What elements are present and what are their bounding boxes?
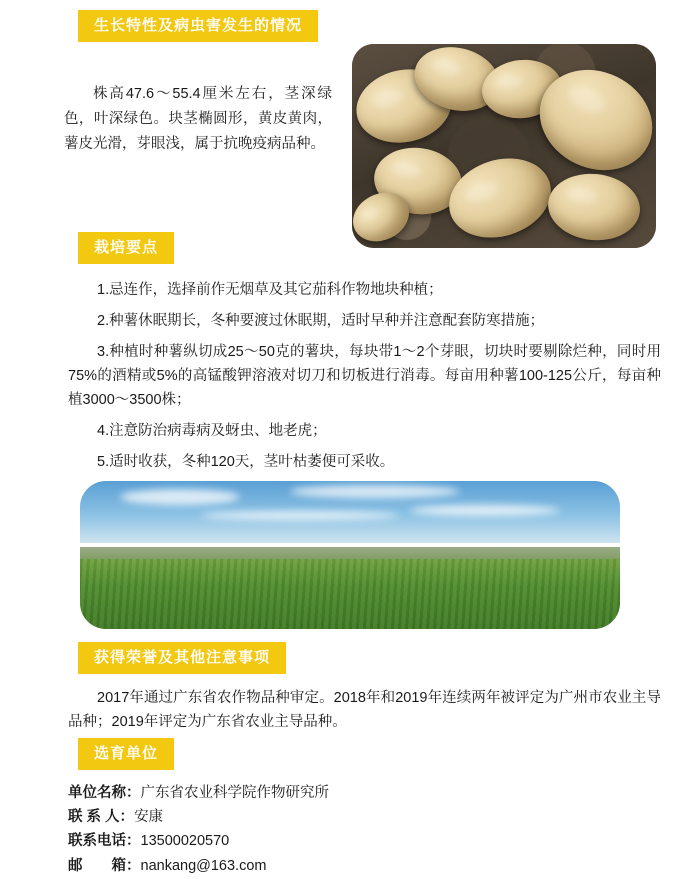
list-item: 4.注意防治病毒病及蚜虫、地老虎； (97, 422, 327, 439)
contact-value: 13500020570 (140, 833, 230, 850)
contact-row-phone (68, 830, 697, 852)
cloud (410, 505, 560, 516)
heading-wrap-growth (0, 10, 697, 42)
section-cultivation (0, 232, 697, 481)
list-item: 5.适时收获，冬种120天，茎叶枯萎便可采收。 (97, 453, 395, 470)
section-heading-breeder: 选育单位 (78, 738, 174, 770)
heading-wrap-honours (0, 642, 697, 674)
heading-wrap-breeder (0, 738, 697, 770)
section-heading-honours: 获得荣誉及其他注意事项 (78, 642, 286, 674)
contact-list (0, 782, 697, 878)
section-breeder (0, 738, 697, 879)
section-heading-growth: 生长特性及病虫害发生的情况 (78, 10, 318, 42)
contact-label: 联 系 人： (68, 808, 135, 825)
contact-label: 联系电话： (68, 833, 141, 850)
cloud (200, 511, 400, 520)
contact-value: 安康 (134, 808, 164, 825)
potato-crop-rows (80, 559, 620, 629)
section-heading-cultivation: 栽培要点 (78, 232, 174, 264)
contact-row-person (68, 806, 697, 828)
heading-wrap-cultivation (0, 232, 697, 264)
list-item: 1.忌连作，选择前作无烟草及其它茄科作物地块种植； (97, 281, 443, 298)
section-growth (0, 10, 697, 152)
contact-label: 单位名称： (68, 784, 141, 801)
cloud (290, 485, 460, 498)
list-item: 3.种植时种薯纵切成25～50克的薯块，每块带1～2个芽眼，切块时要剔除烂种，同时用75%的酒精或5%的高锰酸钾溶液对切刀和切板进行消毒。每亩用种薯100-125公斤，每亩种植3000～3500株； (68, 343, 661, 408)
honours-paragraph: 2017年通过广东省农作物品种审定。2018年和2019年连续两年被评定为广州市农业主导品种；2019年评定为广东省农业主导品种。 (68, 689, 661, 730)
contact-label: 邮 箱： (68, 857, 141, 874)
contact-row-email (68, 855, 697, 877)
section-honours (0, 642, 697, 734)
potato-tubers-photo (352, 44, 656, 248)
contact-row-unit (68, 782, 697, 804)
contact-value: nankang@163.com (140, 857, 267, 874)
cloud (120, 489, 240, 505)
list-item: 2.种薯休眠期长，冬种要渡过休眠期，适时早种并注意配套防寒措施； (97, 312, 545, 329)
growth-paragraph: 株高47.6～55.4厘米左右，茎深绿色，叶深绿色。块茎椭圆形，黄皮黄肉，薯皮光滑，芽眼浅，属于抗晚疫病品种。 (64, 86, 332, 152)
potato-field-photo (80, 481, 620, 629)
cultivation-list (0, 278, 697, 474)
contact-value: 广东省农业科学院作物研究所 (140, 784, 329, 801)
